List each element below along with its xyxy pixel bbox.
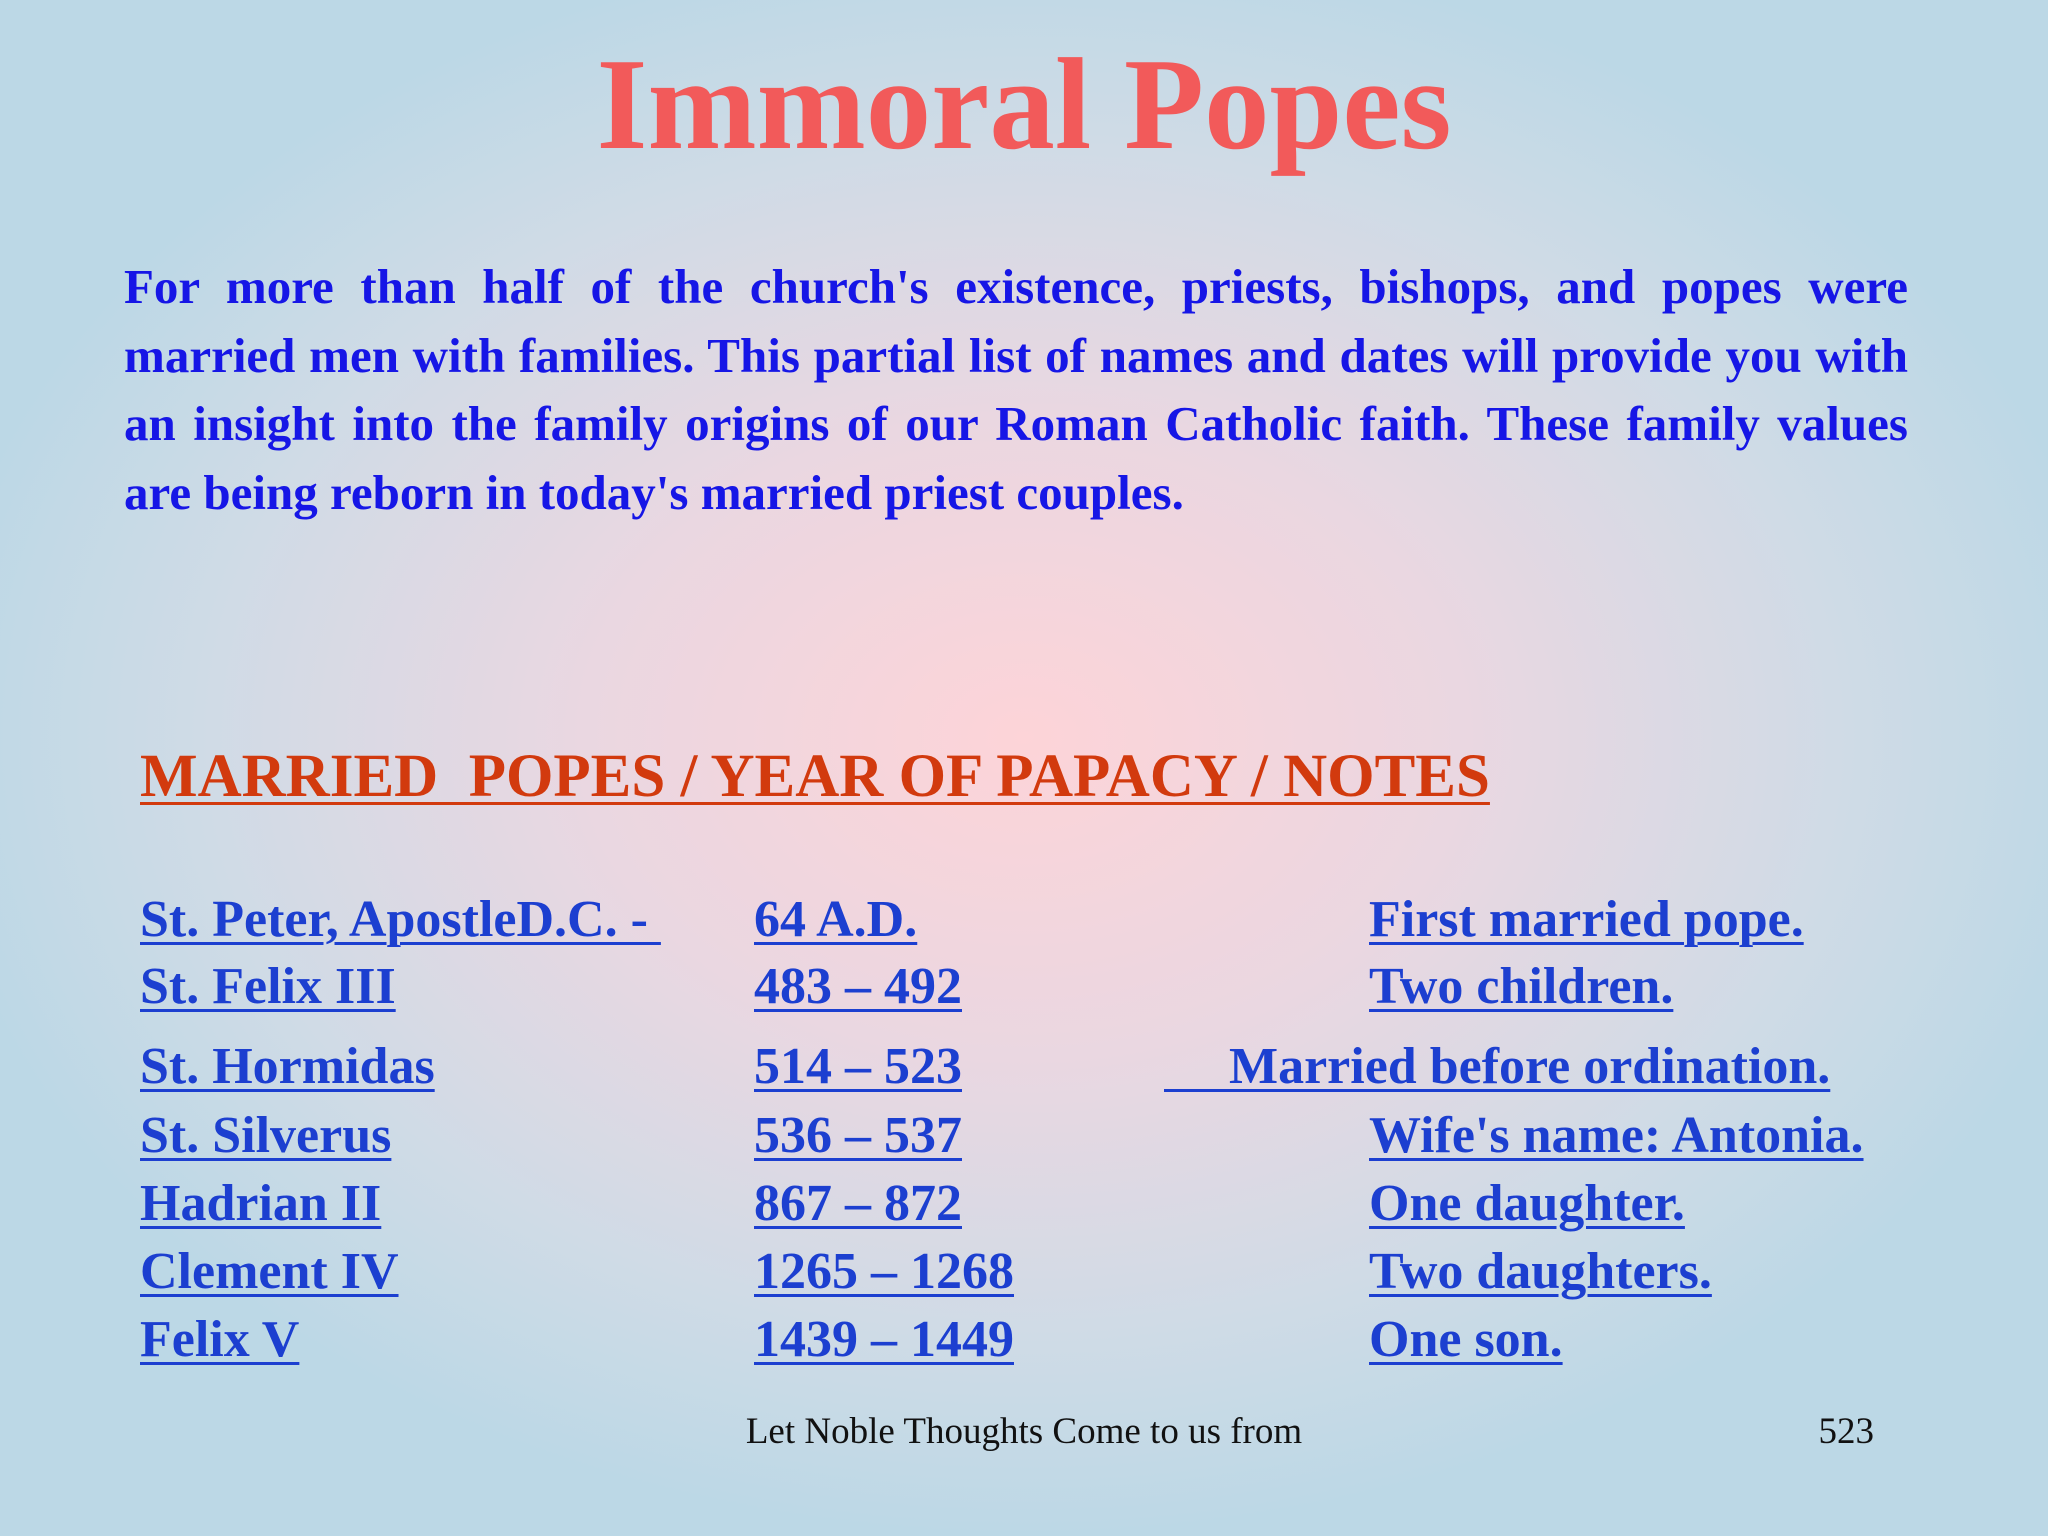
pope-name-link[interactable]: St. Silverus: [140, 1107, 392, 1164]
pope-note-link[interactable]: Two daughters.: [1369, 1243, 1712, 1300]
pope-note-link[interactable]: First married pope.: [1369, 891, 1804, 948]
pope-years-link[interactable]: 64 A.D.: [754, 891, 918, 948]
pope-name-link[interactable]: Hadrian II: [140, 1175, 382, 1232]
pope-years-link[interactable]: 536 – 537: [754, 1107, 962, 1164]
slide-footer: Let Noble Thoughts Come to us from: [745, 1411, 1303, 1452]
pope-note-link[interactable]: Two children.: [1369, 958, 1674, 1015]
pope-note-link[interactable]: One daughter.: [1369, 1175, 1685, 1232]
pope-note-link[interactable]: Married before ordination.: [1164, 1038, 1831, 1095]
pope-years-link[interactable]: 1439 – 1449: [754, 1311, 1014, 1368]
intro-paragraph: For more than half of the church's existence, priests, bishops, and popes were married men with families. This partial list of names and dates will provide you with an insight into the family origins of our Roman Catholic faith. These family values are being reborn in today's married priest couples.: [124, 259, 1908, 520]
pope-name-link[interactable]: St. Peter, ApostleD.C. -: [140, 891, 661, 948]
pope-row-hadrian-ii: [0, 1170, 2048, 1238]
pope-row-clement-iv: [0, 1238, 2048, 1306]
pope-name-link[interactable]: Felix V: [140, 1311, 300, 1368]
pope-years-link[interactable]: 1265 – 1268: [754, 1243, 1014, 1300]
pope-name-link[interactable]: St. Hormidas: [140, 1038, 435, 1095]
pope-note-link[interactable]: One son.: [1369, 1311, 1563, 1368]
pope-row-st-felix-iii: [0, 953, 2048, 1021]
pope-row-felix-v: [0, 1306, 2048, 1374]
pope-name-link[interactable]: St. Felix III: [140, 958, 396, 1015]
slide-title: Immoral Popes: [596, 32, 1452, 177]
pope-name-link[interactable]: Clement IV: [140, 1243, 399, 1300]
pope-years-link[interactable]: 514 – 523: [754, 1038, 962, 1095]
pope-years-link[interactable]: 483 – 492: [754, 958, 962, 1015]
pope-years-link[interactable]: 867 – 872: [754, 1175, 962, 1232]
pope-row-st-peter: [0, 886, 2048, 954]
pope-note-link[interactable]: Wife's name: Antonia.: [1369, 1107, 1864, 1164]
section-heading: MARRIED POPES / YEAR OF PAPACY / NOTES: [140, 743, 1490, 810]
pope-row-st-silverus: [0, 1102, 2048, 1170]
page-number: 523: [1818, 1411, 1874, 1452]
pope-row-st-hormidas: [0, 1033, 2048, 1101]
